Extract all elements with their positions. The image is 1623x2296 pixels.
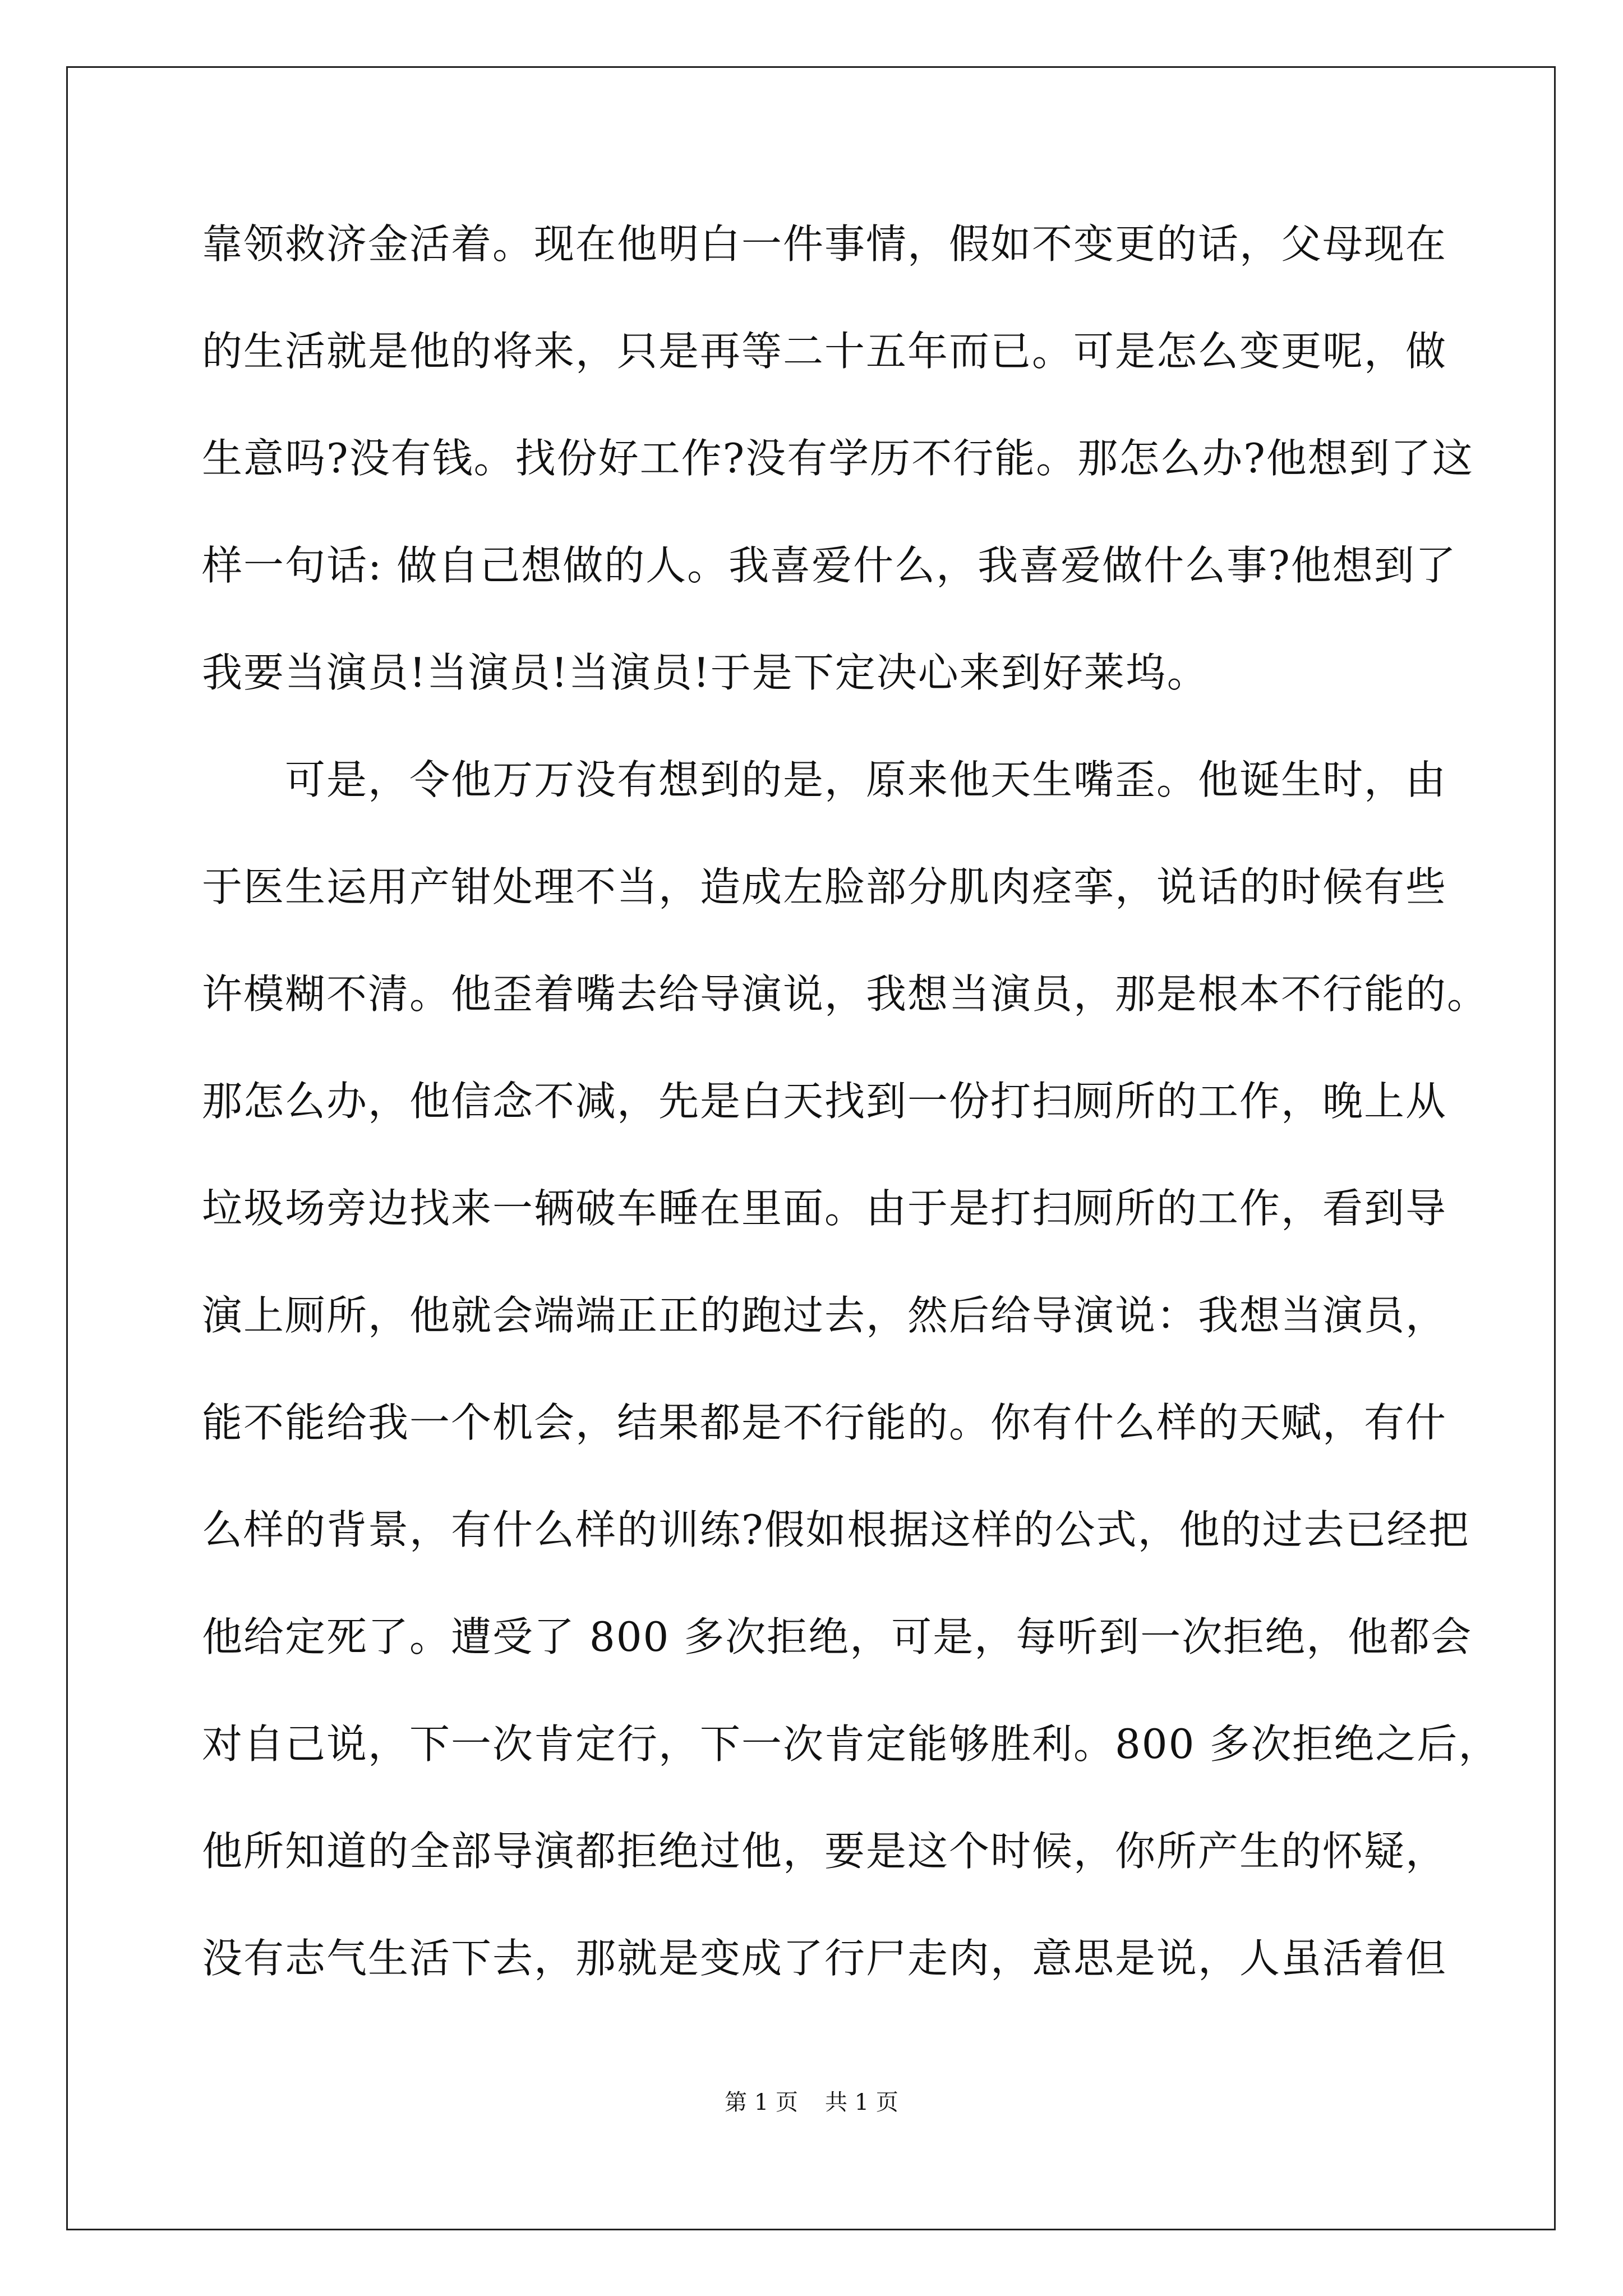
text-line: 我要当演员!当演员!当演员!于是下定决心来到好莱坞。	[202, 649, 1209, 696]
text-line: 没有志气生活下去，那就是变成了行尸走肉，意思是说，人虽活着但	[202, 1935, 1447, 1982]
text-line: 许模糊不清。他歪着嘴去给导演说，我想当演员，那是根本不行能的。	[202, 970, 1489, 1018]
text-line: 能不能给我一个机会，结果都是不行能的。你有什么样的天赋，有什	[202, 1399, 1447, 1446]
text-line: 靠领救济金活着。现在他明白一件事情，假如不变更的话，父母现在	[202, 220, 1447, 268]
text-line: 样一句话: 做自己想做的人。我喜爱什么，我喜爱做什么事?他想到了	[202, 542, 1457, 589]
text-line: 对自己说，下一次肯定行，下一次肯定能够胜利。800 多次拒绝之后，	[202, 1720, 1500, 1768]
text-line: 生意吗?没有钱。找份好工作?没有学历不行能。那怎么办?他想到了这	[202, 435, 1474, 482]
text-line: 于医生运用产钳处理不当，造成左脸部分肌肉痉挛，说话的时候有些	[202, 863, 1447, 910]
text-line: 他所知道的全部导演都拒绝过他，要是这个时候，你所产生的怀疑，	[202, 1828, 1447, 1875]
paragraph-first-line: 可是，令他万万没有想到的是，原来他天生嘴歪。他诞生时，由	[285, 756, 1447, 803]
text-line: 的生活就是他的将来，只是再等二十五年而已。可是怎么变更呢，做	[202, 328, 1447, 375]
page-footer	[0, 2086, 1623, 2119]
document-body	[202, 191, 1500, 2012]
page-number: 第 1 页	[725, 2090, 798, 2115]
page-total: 共 1 页	[825, 2090, 898, 2115]
text-line: 演上厕所，他就会端端正正的跑过去，然后给导演说：我想当演员，	[202, 1292, 1447, 1339]
text-line: 他给定死了。遭受了 800 多次拒绝，可是，每听到一次拒绝，他都会	[202, 1613, 1473, 1660]
text-line: 么样的背景，有什么样的训练?假如根据这样的公式，他的过去已经把	[202, 1506, 1470, 1553]
text-line: 垃圾场旁边找来一辆破车睡在里面。由于是打扫厕所的工作，看到导	[202, 1185, 1447, 1232]
text-line: 那怎么办，他信念不减，先是白天找到一份打扫厕所的工作，晚上从	[202, 1078, 1447, 1125]
